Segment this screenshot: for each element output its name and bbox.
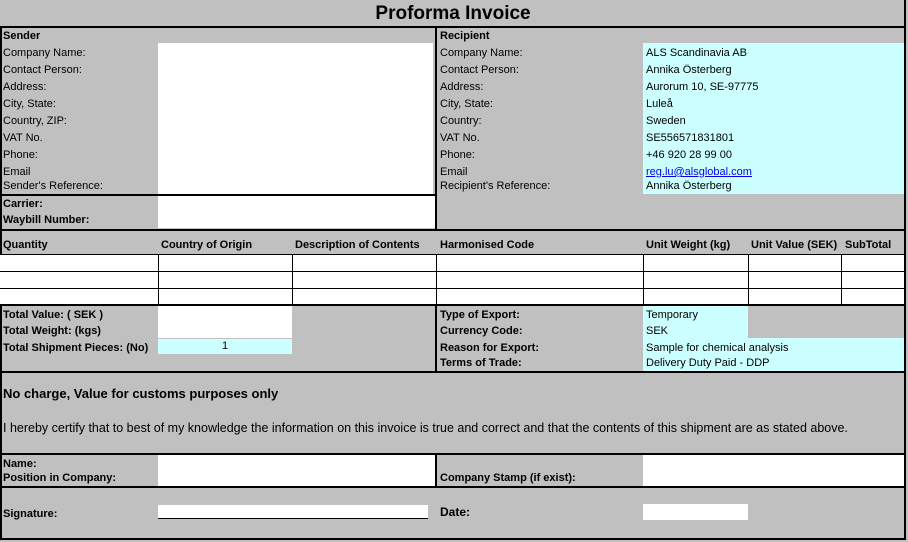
- total-weight-label: Total Weight: (kgs): [3, 325, 101, 337]
- date-label: Date:: [440, 506, 471, 519]
- terms-of-trade-label: Terms of Trade:: [440, 357, 522, 369]
- col-header-subtotal: SubTotal: [845, 239, 892, 251]
- currency-code-value[interactable]: SEK: [646, 325, 669, 337]
- signature-input[interactable]: [158, 505, 428, 519]
- sender-label: City, State:: [3, 98, 56, 110]
- recipient-label: Company Name:: [440, 47, 523, 59]
- recipient-email-value[interactable]: [643, 166, 752, 179]
- items-table-body[interactable]: [0, 254, 904, 304]
- col-header-harmonised-code: Harmonised Code: [440, 239, 535, 251]
- col-header-unit-weight: Unit Weight (kg): [646, 239, 731, 251]
- recipient-label: Country:: [440, 115, 482, 127]
- certification-statement: I hereby certify that to best of my knowledge the information on this invoice is true and correct and that the contents of this shipment are as stated above.: [3, 421, 848, 435]
- recipient-phone-value[interactable]: +46 920 28 99 00: [646, 149, 732, 161]
- recipient-heading: Recipient: [440, 30, 490, 42]
- terms-of-trade-value[interactable]: Delivery Duty Paid - DDP: [646, 357, 770, 369]
- position-label: Position in Company:: [3, 472, 117, 484]
- recipient-label: Address:: [440, 81, 484, 93]
- recipient-email-link[interactable]: reg.lu@alsglobal.com: [646, 166, 752, 178]
- date-input[interactable]: [643, 504, 748, 520]
- company-stamp-area[interactable]: [643, 455, 904, 486]
- sender-heading: Sender: [3, 30, 41, 42]
- col-header-country-of-origin: Country of Origin: [161, 239, 253, 251]
- reason-for-export-value[interactable]: Sample for chemical analysis: [646, 342, 789, 354]
- recipient-label: Phone:: [440, 149, 475, 161]
- type-of-export-value[interactable]: Temporary: [646, 309, 698, 321]
- col-header-unit-value: Unit Value (SEK): [751, 239, 838, 251]
- carrier-waybill-input[interactable]: [158, 196, 435, 228]
- company-stamp-label: Company Stamp (if exist):: [440, 472, 576, 484]
- recipient-country-value[interactable]: Sweden: [646, 115, 686, 127]
- recipient-vat-value[interactable]: SE556571831801: [646, 132, 735, 144]
- total-value-input[interactable]: [158, 306, 292, 338]
- sender-label: Contact Person:: [3, 64, 82, 76]
- sender-input-area[interactable]: [158, 43, 433, 194]
- sender-label: Phone:: [3, 149, 38, 161]
- page-title: Proforma Invoice: [375, 3, 531, 24]
- signature-label: Signature:: [3, 508, 58, 520]
- sender-label: Country, ZIP:: [3, 115, 67, 127]
- name-label: Name:: [3, 458, 37, 470]
- recipient-address-value[interactable]: Aurorum 10, SE-97775: [646, 81, 759, 93]
- recipient-label: Contact Person:: [440, 64, 519, 76]
- shipment-pieces-label: Total Shipment Pieces: (No): [3, 342, 149, 354]
- recipient-contact-value[interactable]: Annika Österberg: [646, 64, 732, 76]
- recipient-label: Email: [440, 166, 468, 178]
- waybill-label: Waybill Number:: [3, 214, 90, 226]
- recipient-city-value[interactable]: Luleå: [646, 98, 673, 110]
- recipient-label: VAT No.: [440, 132, 480, 144]
- sender-label: VAT No.: [3, 132, 43, 144]
- name-position-input[interactable]: [158, 455, 435, 486]
- recipient-label: City, State:: [440, 98, 493, 110]
- sender-label: Email: [3, 166, 31, 178]
- col-header-quantity: Quantity: [3, 239, 48, 251]
- reason-for-export-label: Reason for Export:: [440, 342, 540, 354]
- no-charge-note: No charge, Value for customs purposes only: [3, 386, 279, 401]
- sender-label: Company Name:: [3, 47, 86, 59]
- sender-label: Sender's Reference:: [3, 180, 103, 192]
- col-header-description: Description of Contents: [295, 239, 420, 251]
- recipient-reference-value[interactable]: Annika Österberg: [646, 180, 732, 192]
- carrier-label: Carrier:: [3, 198, 43, 210]
- type-of-export-label: Type of Export:: [440, 309, 520, 321]
- total-value-label: Total Value: ( SEK ): [3, 309, 104, 321]
- currency-code-label: Currency Code:: [440, 325, 523, 337]
- shipment-pieces-value[interactable]: 1: [158, 339, 292, 354]
- recipient-company-value[interactable]: ALS Scandinavia AB: [646, 47, 747, 59]
- recipient-label: Recipient's Reference:: [440, 180, 551, 192]
- sender-label: Address:: [3, 81, 47, 93]
